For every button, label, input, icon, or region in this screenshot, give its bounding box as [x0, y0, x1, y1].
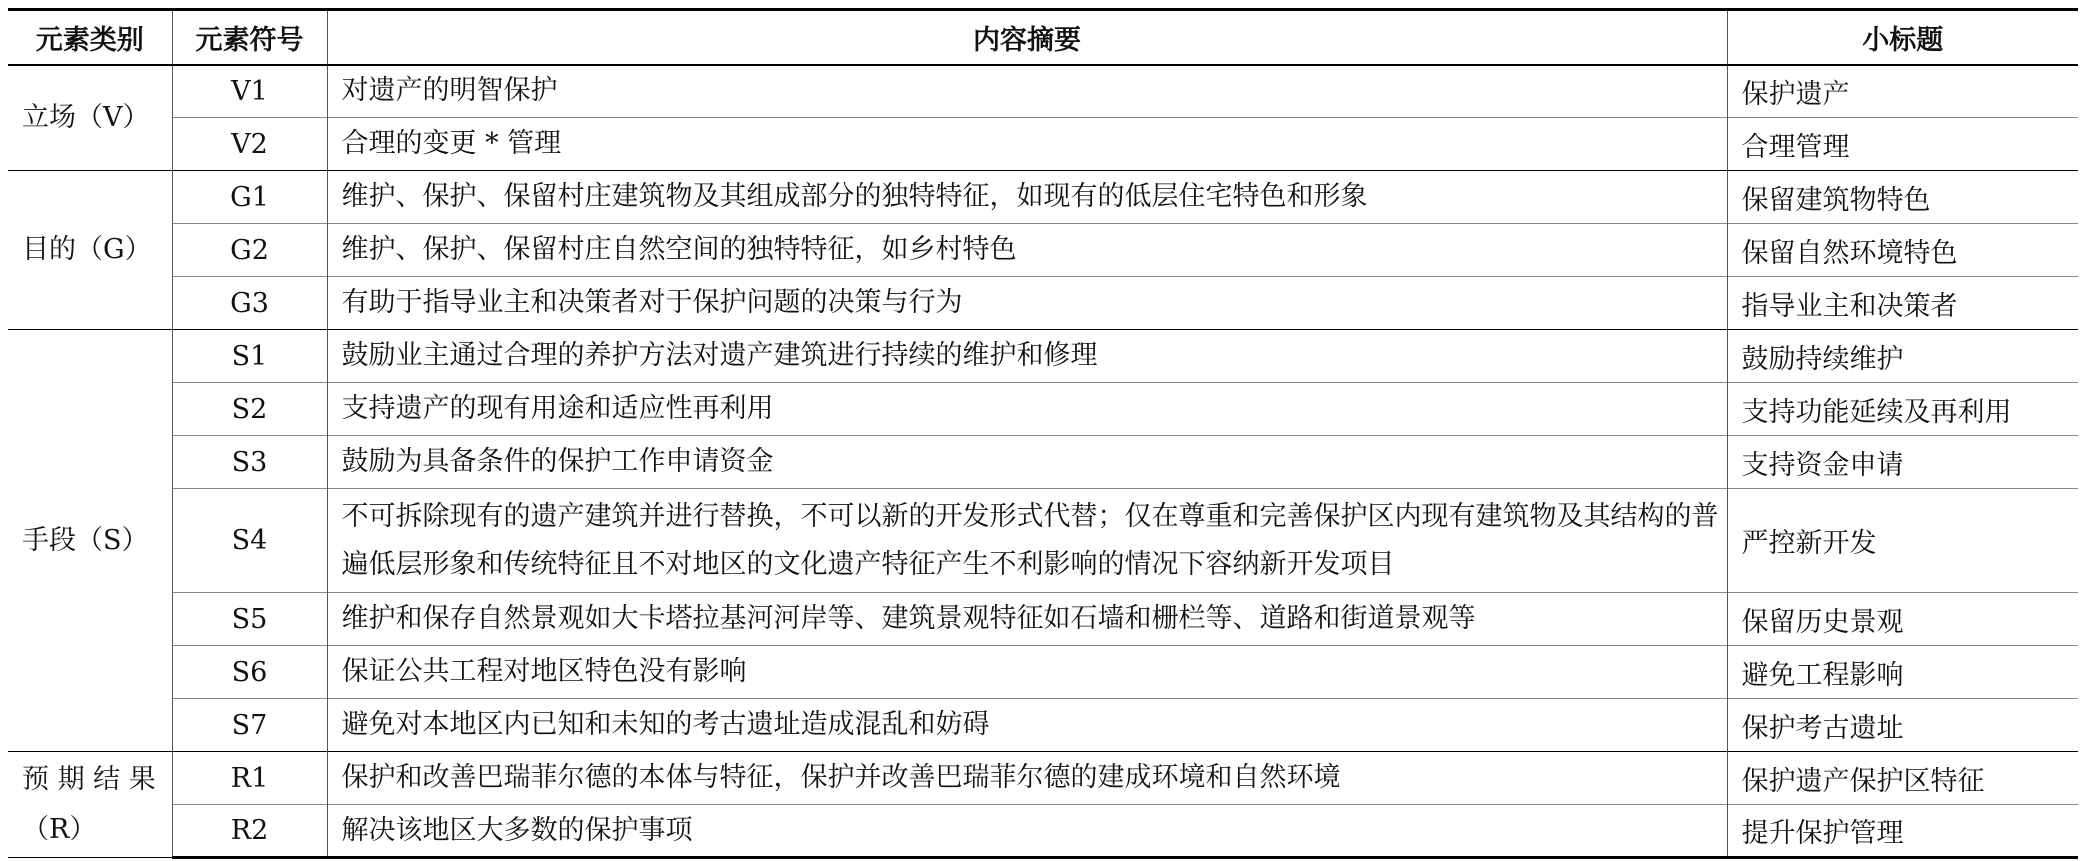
table-row — [8, 383, 2078, 436]
table-row — [8, 224, 2078, 277]
subtitle-cell: 提升保护管理 — [1727, 805, 2078, 858]
symbol-cell: G1 — [172, 171, 327, 224]
subtitle-cell: 严控新开发 — [1727, 489, 2078, 593]
table-header-row — [8, 10, 2078, 65]
symbol-cell: S3 — [172, 436, 327, 489]
subtitle-cell: 鼓励持续维护 — [1727, 330, 2078, 383]
symbol-cell: R1 — [172, 752, 327, 805]
symbol-cell: V2 — [172, 118, 327, 171]
header-subtitle — [1727, 10, 2078, 65]
table-row — [8, 436, 2078, 489]
symbol-cell: S1 — [172, 330, 327, 383]
element-table — [8, 8, 2078, 859]
subtitle-cell: 避免工程影响 — [1727, 646, 2078, 699]
summary-cell: 鼓励为具备条件的保护工作申请资金 — [327, 436, 1727, 489]
summary-cell: 避免对本地区内已知和未知的考古遗址造成混乱和妨碍 — [327, 699, 1727, 752]
summary-cell: 解决该地区大多数的保护事项 — [327, 805, 1727, 858]
table-row — [8, 752, 2078, 805]
table-row — [8, 330, 2078, 383]
header-content-summary-label: 内容摘要 — [973, 24, 1081, 56]
summary-cell: 维护和保存自然景观如大卡塔拉基河河岸等、建筑景观特征如石墙和栅栏等、道路和街道景观等 — [327, 593, 1727, 646]
summary-cell: 支持遗产的现有用途和适应性再利用 — [327, 383, 1727, 436]
table-row — [8, 646, 2078, 699]
table-row — [8, 489, 2078, 593]
category-cell: 手段（S） — [8, 330, 172, 752]
table-row — [8, 805, 2078, 858]
table-row — [8, 593, 2078, 646]
header-element-symbol — [172, 10, 327, 65]
table-row — [8, 65, 2078, 118]
summary-cell: 对遗产的明智保护 — [327, 65, 1727, 118]
summary-cell: 维护、保护、保留村庄自然空间的独特特征，如乡村特色 — [327, 224, 1727, 277]
symbol-cell: S4 — [172, 489, 327, 593]
table-row — [8, 699, 2078, 752]
table-row — [8, 171, 2078, 224]
symbol-cell: V1 — [172, 65, 327, 118]
subtitle-cell: 支持功能延续及再利用 — [1727, 383, 2078, 436]
symbol-cell: S5 — [172, 593, 327, 646]
symbol-cell: S7 — [172, 699, 327, 752]
subtitle-cell: 合理管理 — [1727, 118, 2078, 171]
header-element-category-label: 元素类别 — [35, 24, 144, 56]
subtitle-cell: 保护遗产 — [1727, 65, 2078, 118]
summary-cell: 不可拆除现有的遗产建筑并进行替换，不可以新的开发形式代替；仅在尊重和完善保护区内现有建筑物及其结构的普遍低层形象和传统特征且不对地区的文化遗产特征产生不利影响的情况下容纳新开发项目 — [327, 489, 1727, 593]
subtitle-cell: 保留自然环境特色 — [1727, 224, 2078, 277]
header-element-category — [8, 10, 172, 65]
symbol-cell: G2 — [172, 224, 327, 277]
summary-cell: 鼓励业主通过合理的养护方法对遗产建筑进行持续的维护和修理 — [327, 330, 1727, 383]
category-cell: 立场（V） — [8, 65, 172, 171]
table-row — [8, 277, 2078, 330]
symbol-cell: R2 — [172, 805, 327, 858]
subtitle-cell: 保留历史景观 — [1727, 593, 2078, 646]
header-subtitle-label: 小标题 — [1862, 24, 1944, 56]
summary-cell: 合理的变更 * 管理 — [327, 118, 1727, 171]
category-cell: 预 期 结 果（R） — [8, 752, 172, 858]
header-element-symbol-label: 元素符号 — [195, 24, 304, 56]
table-row — [8, 118, 2078, 171]
summary-cell: 保证公共工程对地区特色没有影响 — [327, 646, 1727, 699]
symbol-cell: G3 — [172, 277, 327, 330]
subtitle-cell: 指导业主和决策者 — [1727, 277, 2078, 330]
subtitle-cell: 保留建筑物特色 — [1727, 171, 2078, 224]
symbol-cell: S2 — [172, 383, 327, 436]
summary-cell: 保护和改善巴瑞菲尔德的本体与特征，保护并改善巴瑞菲尔德的建成环境和自然环境 — [327, 752, 1727, 805]
element-table-container — [8, 8, 2078, 859]
header-content-summary — [327, 10, 1727, 65]
symbol-cell: S6 — [172, 646, 327, 699]
summary-cell: 维护、保护、保留村庄建筑物及其组成部分的独特特征，如现有的低层住宅特色和形象 — [327, 171, 1727, 224]
category-cell: 目的（G） — [8, 171, 172, 330]
subtitle-cell: 保护遗产保护区特征 — [1727, 752, 2078, 805]
summary-cell: 有助于指导业主和决策者对于保护问题的决策与行为 — [327, 277, 1727, 330]
subtitle-cell: 保护考古遗址 — [1727, 699, 2078, 752]
subtitle-cell: 支持资金申请 — [1727, 436, 2078, 489]
